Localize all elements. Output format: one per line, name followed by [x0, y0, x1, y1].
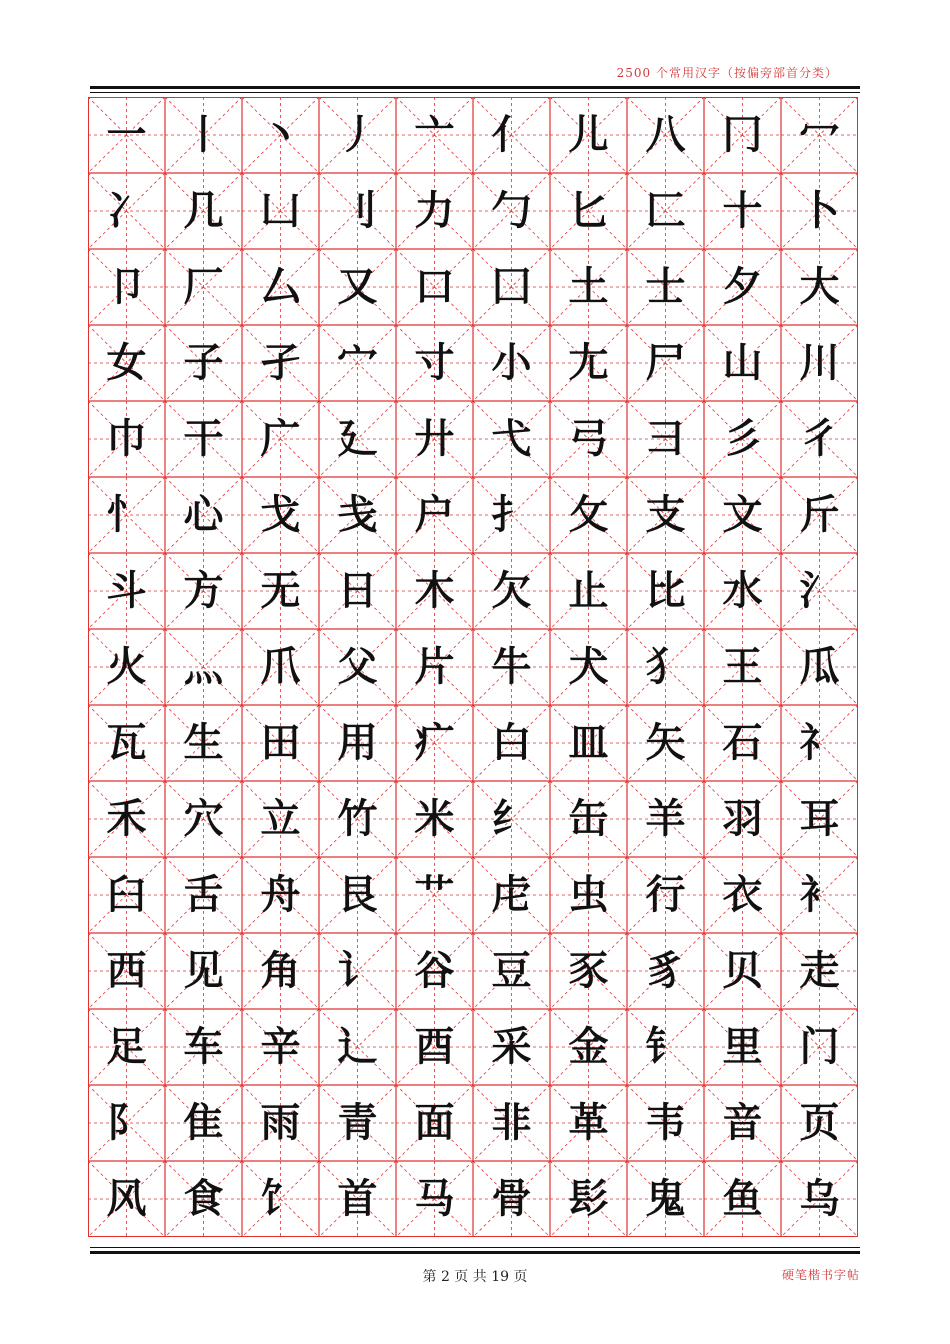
grid-character: 八: [645, 111, 686, 158]
grid-character: 用: [337, 719, 378, 766]
grid-character: 丶: [260, 111, 301, 158]
grid-character: 鱼: [722, 1175, 763, 1222]
grid-character: 石: [722, 719, 763, 766]
grid-character: 采: [491, 1023, 532, 1070]
grid-character: 豕: [568, 947, 609, 994]
grid-character: 土: [568, 263, 609, 310]
grid-character: 亠: [414, 111, 455, 158]
grid-character: 衤: [799, 871, 840, 918]
grid-character: 革: [568, 1099, 609, 1146]
grid-character: 弋: [491, 415, 532, 462]
grid-character: 金: [568, 1023, 609, 1070]
grid-character: 西: [106, 947, 147, 994]
grid-character: 钅: [645, 1023, 686, 1070]
grid-character: 水: [722, 567, 763, 614]
grid-character: 田: [260, 719, 301, 766]
grid-character: 木: [414, 567, 455, 614]
grid-character: 衣: [722, 871, 763, 918]
grid-character: 尸: [645, 339, 686, 386]
grid-character: 爪: [260, 643, 301, 690]
header-title: 2500 个常用汉字（按偏旁部首分类）: [616, 66, 838, 80]
grid-character: 面: [414, 1099, 455, 1146]
grid-character: 彳: [799, 415, 840, 462]
grid-character: 生: [183, 719, 224, 766]
grid-character: 彐: [645, 415, 686, 462]
grid-character: 讠: [337, 947, 378, 994]
grid-character: 谷: [414, 947, 455, 994]
grid-character: 鬼: [645, 1175, 686, 1222]
grid-character: 艮: [337, 871, 378, 918]
grid-character: 隹: [183, 1099, 224, 1146]
grid-character: 欠: [491, 567, 532, 614]
grid-character: 扌: [491, 491, 532, 538]
grid-character: 凵: [260, 187, 301, 234]
grid-character: 几: [183, 187, 224, 234]
grid-character: 无: [260, 567, 301, 614]
grid-character: 髟: [568, 1175, 609, 1222]
grid-character: 斗: [106, 567, 147, 614]
grid-character: 冫: [106, 187, 147, 234]
grid-character: 疒: [414, 719, 455, 766]
grid-character: 丿: [337, 111, 378, 158]
grid-character: 勹: [491, 187, 532, 234]
grid-character: 虍: [491, 871, 532, 918]
grid-character: 阝: [106, 1099, 147, 1146]
grid-character: 斤: [799, 491, 840, 538]
grid-character: 行: [645, 871, 686, 918]
grid-character: 丨: [183, 111, 224, 158]
grid-character: 臼: [106, 871, 147, 918]
grid-character: 巾: [106, 415, 147, 462]
footer-rule: [90, 1251, 860, 1254]
brand-label: 硬笔楷书字帖: [781, 1268, 860, 1282]
page-number: 第 2 页 共 19 页: [422, 1269, 528, 1285]
character-grid: [88, 97, 858, 1237]
grid-character: 口: [414, 263, 455, 310]
grid-character: 见: [183, 947, 224, 994]
grid-character: 子: [183, 339, 224, 386]
grid-character: 厶: [260, 263, 301, 310]
grid-character: 犬: [568, 643, 609, 690]
grid-character: 舌: [183, 871, 224, 918]
grid-character: 舟: [260, 871, 301, 918]
grid-character: 山: [722, 339, 763, 386]
grid-character: 川: [799, 339, 840, 386]
grid-character: 立: [260, 795, 301, 842]
grid-character: 方: [183, 567, 224, 614]
grid-character: 一: [106, 111, 147, 158]
grid-character: 止: [568, 567, 609, 614]
grid-character: 廾: [414, 415, 455, 462]
grid-character: 寸: [414, 339, 455, 386]
grid-character: 匕: [568, 187, 609, 234]
grid-character: 戋: [337, 491, 378, 538]
grid-character: 厂: [183, 263, 224, 310]
grid-character: 竹: [337, 795, 378, 842]
grid-character: 贝: [722, 947, 763, 994]
grid-character: 戈: [260, 491, 301, 538]
grid-character: 卩: [106, 263, 147, 310]
grid-character: 尢: [568, 339, 609, 386]
grid-character: 比: [645, 567, 686, 614]
grid-character: 雨: [260, 1099, 301, 1146]
grid-character: 羊: [645, 795, 686, 842]
grid-character: 音: [722, 1099, 763, 1146]
grid-character: 心: [183, 491, 224, 538]
grid-character: 宀: [337, 339, 378, 386]
grid-character: 豆: [491, 947, 532, 994]
grid-character: 女: [106, 339, 147, 386]
grid-character: 忄: [106, 491, 147, 538]
grid-character: 马: [414, 1175, 455, 1222]
grid-character: 页: [799, 1099, 840, 1146]
grid-character: 犭: [645, 643, 686, 690]
grid-character: 辶: [337, 1023, 378, 1070]
grid-character: 骨: [491, 1175, 532, 1222]
grid-character: 力: [414, 187, 455, 234]
grid-character: 户: [414, 491, 455, 538]
grid-character: 大: [799, 263, 840, 310]
grid-character: 禾: [106, 795, 147, 842]
grid-character: 羽: [722, 795, 763, 842]
grid-character: 廴: [337, 415, 378, 462]
grid-character: 艹: [414, 871, 455, 918]
grid-character: 攵: [568, 491, 609, 538]
grid-character: 父: [337, 643, 378, 690]
grid-character: 乌: [799, 1175, 840, 1222]
grid-character: 瓦: [106, 719, 147, 766]
grid-character: 酉: [414, 1023, 455, 1070]
grid-character: 角: [260, 947, 301, 994]
grid-character: 车: [183, 1023, 224, 1070]
grid-character: 亻: [491, 111, 532, 158]
grid-character: 王: [722, 643, 763, 690]
grid-character: 广: [260, 415, 301, 462]
grid-character: 缶: [568, 795, 609, 842]
grid-character: 米: [414, 795, 455, 842]
grid-character: 瓜: [799, 643, 840, 690]
grid-character: 匚: [645, 187, 686, 234]
grid-character: 小: [491, 339, 532, 386]
header-rule-thin: [90, 92, 860, 93]
grid-character: 非: [491, 1099, 532, 1146]
grid-character: 门: [799, 1023, 840, 1070]
grid-character: 冂: [722, 111, 763, 158]
grid-character: 首: [337, 1175, 378, 1222]
grid-character: 十: [722, 187, 763, 234]
grid-character: 豸: [645, 947, 686, 994]
grid-character: 走: [799, 947, 840, 994]
grid-character: 纟: [491, 795, 532, 842]
grid-character: 支: [645, 491, 686, 538]
grid-character: 耳: [799, 795, 840, 842]
grid-character: 又: [337, 263, 378, 310]
grid-character: 文: [722, 491, 763, 538]
grid-character: 韦: [645, 1099, 686, 1146]
grid-character: 牛: [491, 643, 532, 690]
grid-character: 食: [183, 1175, 224, 1222]
grid-character: 彡: [722, 415, 763, 462]
grid-character: 风: [106, 1175, 147, 1222]
grid-character: 穴: [183, 795, 224, 842]
grid-character: 足: [106, 1023, 147, 1070]
grid-character: 虫: [568, 871, 609, 918]
grid-character: 灬: [183, 643, 224, 690]
grid-character: 囗: [491, 263, 532, 310]
grid-character: 弓: [568, 415, 609, 462]
grid-character: 矢: [645, 719, 686, 766]
footer-rule-thin: [90, 1247, 860, 1248]
grid-character: 孑: [260, 339, 301, 386]
grid-character: 干: [183, 415, 224, 462]
grid-character: 饣: [260, 1175, 301, 1222]
grid-character: 片: [414, 643, 455, 690]
grid-character: 士: [645, 263, 686, 310]
grid-character: 青: [337, 1099, 378, 1146]
grid-character: 皿: [568, 719, 609, 766]
grid-character: 日: [337, 567, 378, 614]
grid-character: 刂: [337, 187, 378, 234]
grid-character: 礻: [799, 719, 840, 766]
grid-character: 火: [106, 643, 147, 690]
grid-character: 冖: [799, 111, 840, 158]
grid-character: 夕: [722, 263, 763, 310]
grid-character: 白: [491, 719, 532, 766]
grid-character: 里: [722, 1023, 763, 1070]
grid-character: 儿: [568, 111, 609, 158]
header-rule: [90, 86, 860, 89]
grid-character: 辛: [260, 1023, 301, 1070]
grid-character: 氵: [799, 567, 840, 614]
grid-character: 卜: [799, 187, 840, 234]
